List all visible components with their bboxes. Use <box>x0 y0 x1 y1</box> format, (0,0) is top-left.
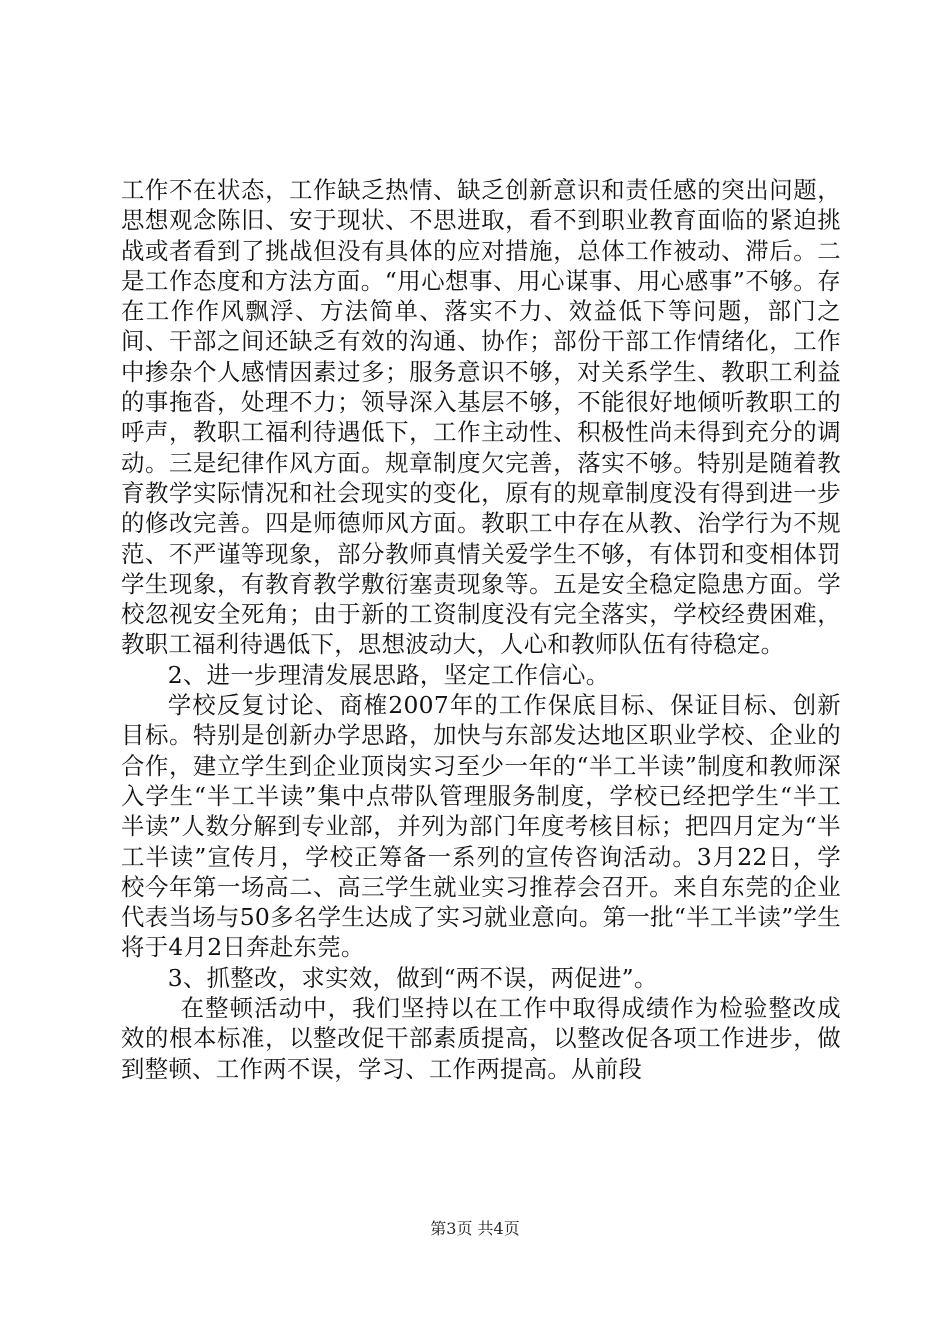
document-body <box>121 175 841 1084</box>
heading-rectification: 3、抓整改，求实效，做到“两不误，两促进”。 <box>167 963 658 992</box>
paragraph-goals: 学校反复讨论、商榷2007年的工作保底目标、保证目标、创新目标。特别是创新办学思路，加快与东部发达地区职业学校、企业的合作，建立学生到企业顶岗实习至少一年的“半工半读”制度和教师深入学生“半工半读”集中点带队管理服务制度，学校已经把学生“半工半读”人数分解到专业部，并列为部门年度考核目标；把四月定为“半工半读”宣传月，学校正筹备一系列的宣传咨询活动。3月22日，学校今年第一场高二、高三学生就业实习推荐会召开。来自东莞的企业代表当场与50多名学生达成了实习就业意向。第一批“半工半读”学生将于4月2日奔赴东莞。 <box>121 691 841 962</box>
page-number-footer: 第3页 共4页 <box>430 1219 520 1238</box>
paragraph-problems-continued: 工作不在状态，工作缺乏热情、缺乏创新意识和责任感的突出问题，思想观念陈旧、安于现状、不思进取，看不到职业教育面临的紧迫挑战或者看到了挑战但没有具体的应对措施，总体工作被动、滞后。二是工作态度和方法方面。“用心想事、用心谋事、用心感事”不够。存在工作作风飘浮、方法简单、落实不力、效益低下等问题，部门之间、干部之间还缺乏有效的沟通、协作；部份干部工作情绪化，工作中掺杂个人感情因素过多；服务意识不够，对关系学生、教职工利益的事拖沓，处理不力；领导深入基层不够，不能很好地倾听教职工的呼声，教职工福利待遇低下，工作主动性、积极性尚未得到充分的调动。三是纪律作风方面。规章制度欠完善，落实不够。特别是随着教育教学实际情况和社会现实的变化，原有的规章制度没有得到进一步的修改完善。四是师德师风方面。教职工中存在从教、治学行为不规范、不严谨等现象，部分教师真情关爱学生不够，有体罚和变相体罚学生现象，有教育教学敷衍塞责现象等。五是安全稳定隐患方面。学校忽视安全死角；由于新的工资制度没有完全落实，学校经费困难，教职工福利待遇低下，思想波动大，人心和教师队伍有待稳定。 <box>121 176 841 659</box>
paragraph-rectification: 在整顿活动中，我们坚持以在工作中取得成绩作为检验整改成效的根本标准，以整改促干部素质提高，以整改促各项工作进步，做到整顿、工作两不误，学习、工作两提高。从前段 <box>121 994 841 1083</box>
heading-development-ideas: 2、进一步理清发展思路，坚定工作信心。 <box>167 660 610 689</box>
